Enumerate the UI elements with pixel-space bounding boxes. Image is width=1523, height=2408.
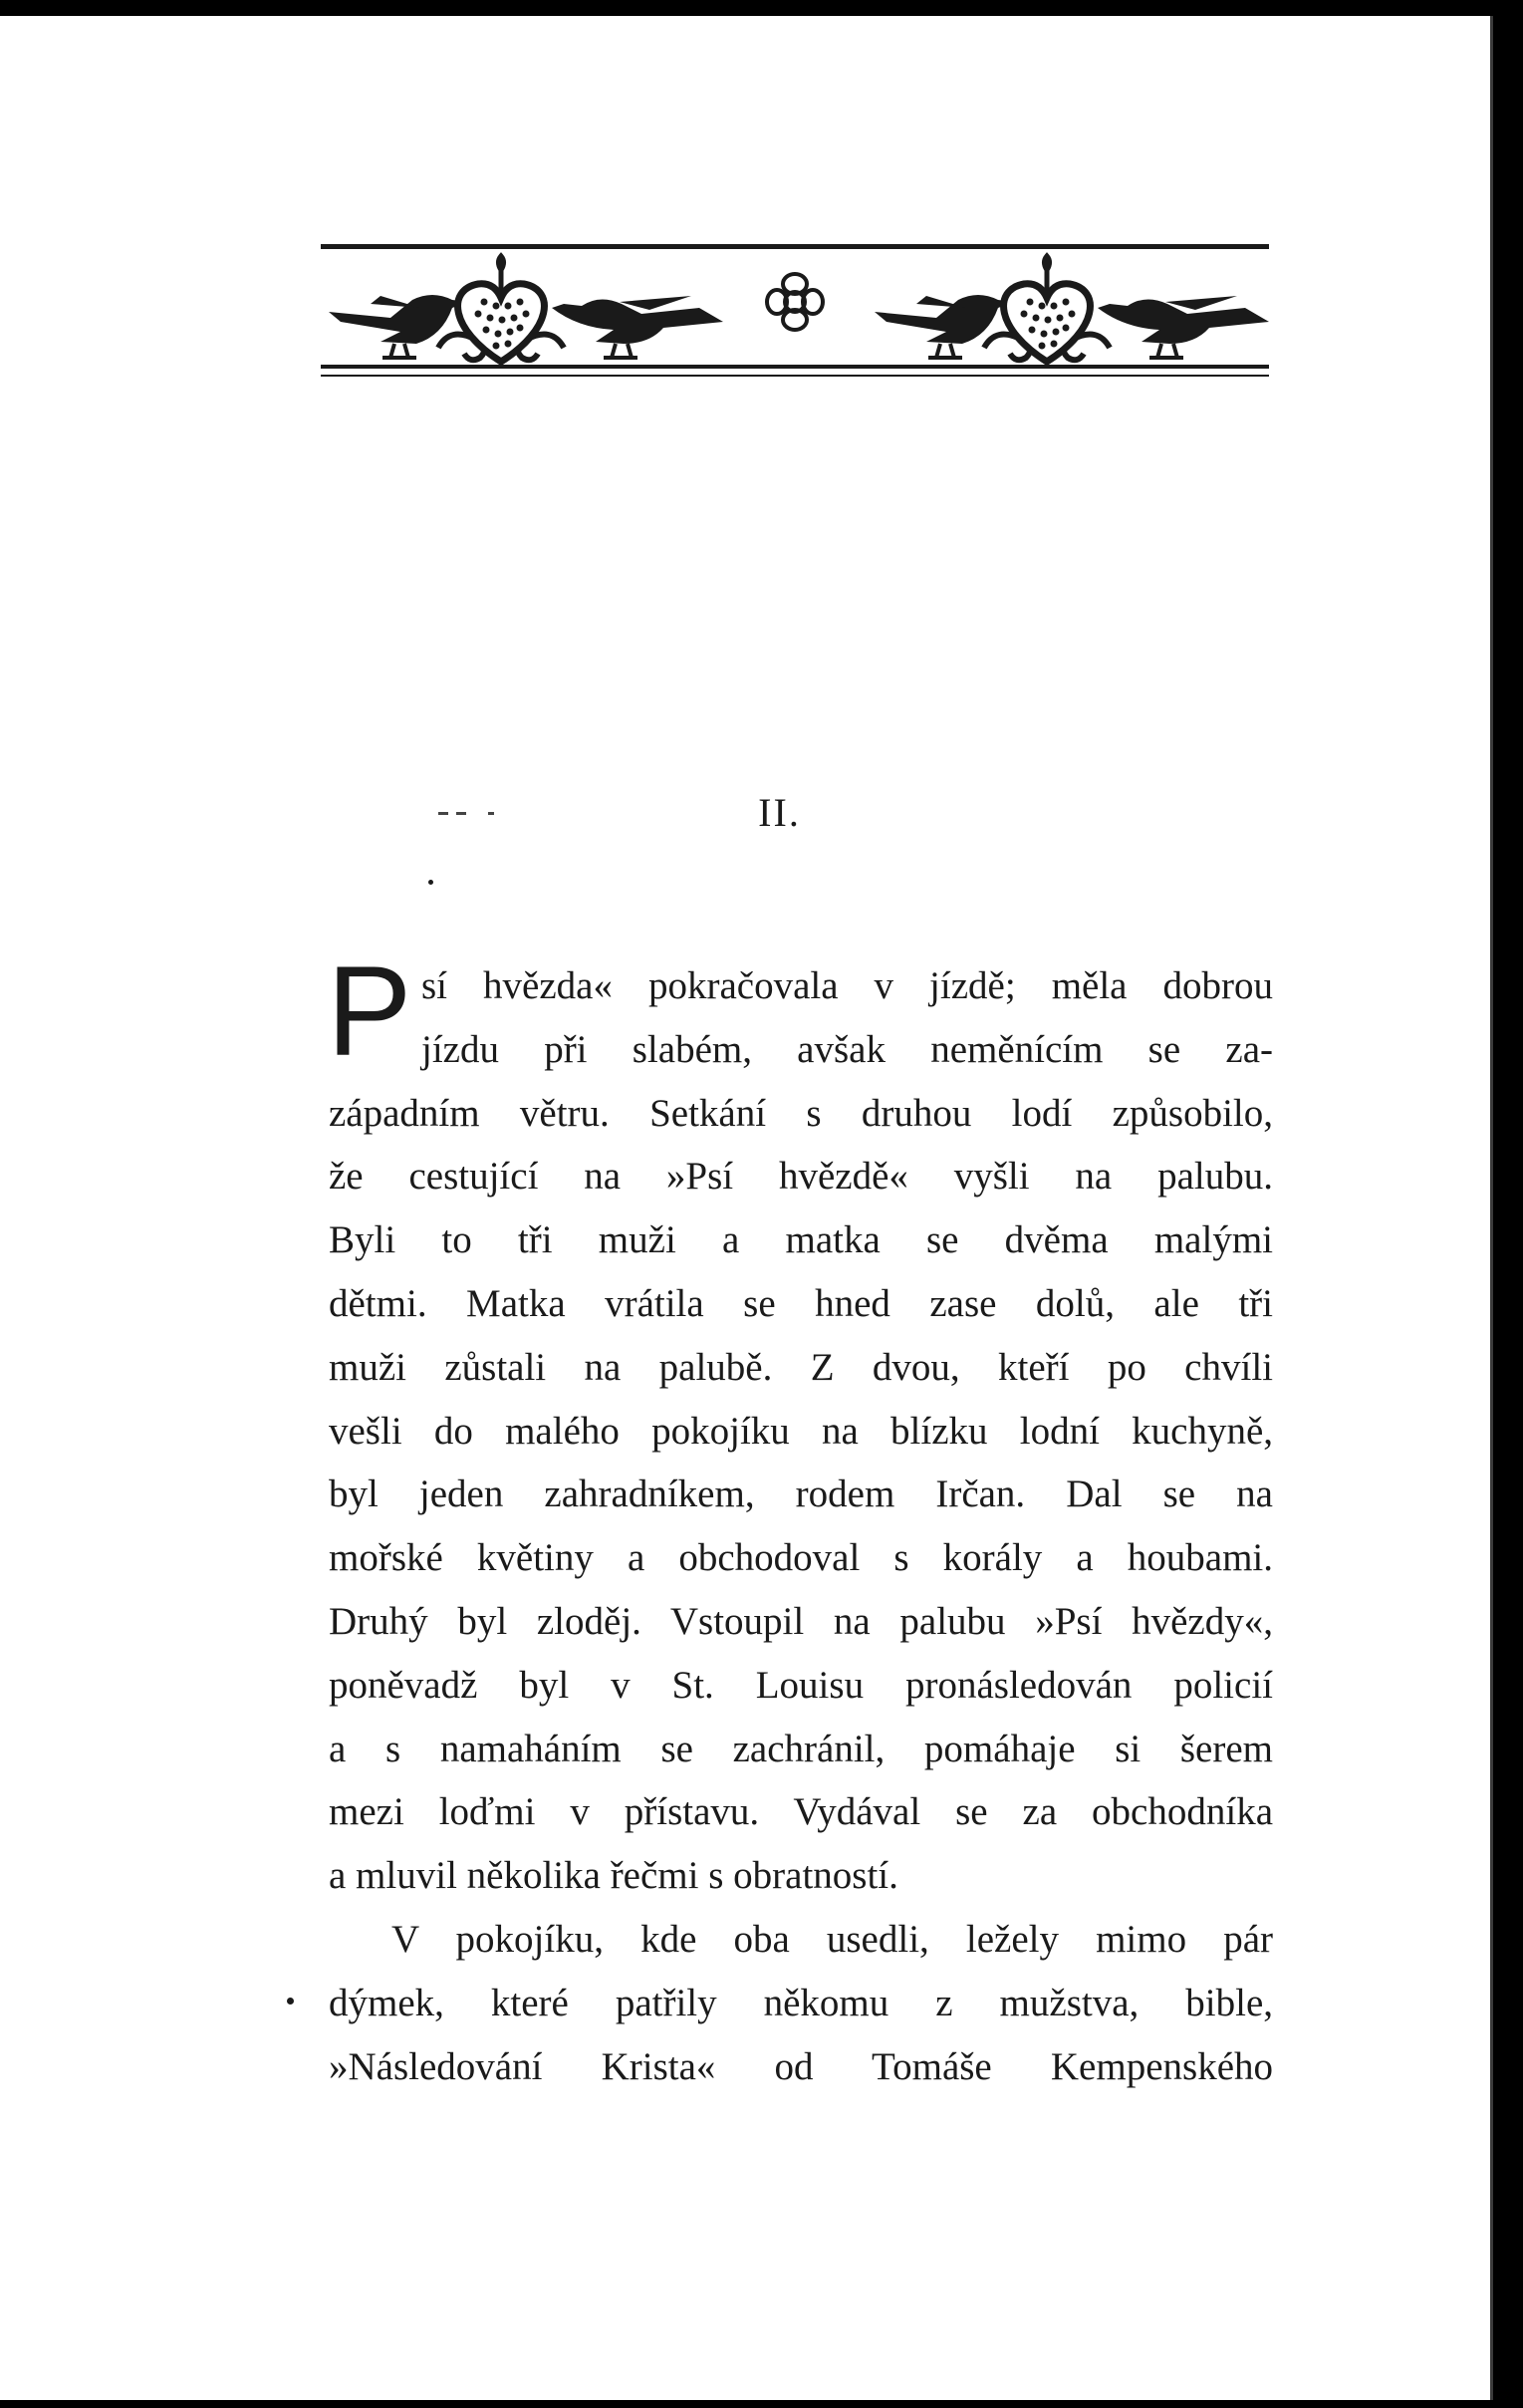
text-line: dýmek, které patřily někomu z mužstva, bible, (329, 1981, 1273, 2024)
scan-edge-shadow (1490, 16, 1493, 2408)
bird-icon (329, 295, 468, 358)
scan-artifact (428, 880, 433, 885)
text-line: »Následování Krista« od Tomáše Kempenského (329, 2044, 1273, 2088)
chapter-number: II. (758, 790, 801, 835)
heart-icon (984, 256, 1110, 362)
text-line: mořské květiny a obchodoval s korály a houbami. (329, 1536, 1273, 1580)
drop-cap: P (327, 940, 412, 1083)
text-line: V pokojíku, kde oba usedli, ležely mimo pár (391, 1917, 1273, 1961)
scan-edge-right (1493, 0, 1523, 2408)
scan-artifact (287, 1998, 294, 2005)
text-line: muži zůstali na palubě. Z dvou, kteří po chvíli (329, 1345, 1273, 1389)
text-line: jízdu při slabém, avšak neměnícím se za- (421, 1027, 1273, 1071)
header-ornament (321, 244, 1269, 380)
text-line: vešli do malého pokojíku na blízku lodní kuchyně, (329, 1409, 1273, 1453)
text-line: dětmi. Matka vrátila se hned zase dolů, ale tři (329, 1281, 1273, 1325)
text-line: že cestující na »Psí hvězdě« vyšli na palubu. (329, 1155, 1273, 1199)
text-line: sí hvězda« pokračovala v jízdě; měla dobrou (421, 964, 1273, 1007)
body-text (327, 940, 1273, 2098)
bird-icon (1098, 296, 1269, 358)
bird-icon (552, 296, 723, 358)
text-line: byl jeden zahradníkem, rodem Irčan. Dal se na (329, 1472, 1273, 1516)
text-line: a mluvil několika řečmi s obratností. (329, 1854, 898, 1898)
text-line: Byli to tři muži a matka se dvěma malými (329, 1218, 1273, 1262)
heart-icon (438, 256, 564, 362)
text-line: mezi loďmi v přístavu. Vydával se za obchodníka (329, 1790, 1273, 1834)
text-line: západním větru. Setkání s druhou lodí způsobilo, (329, 1091, 1273, 1135)
text-line: poněvadž byl v St. Louisu pronásledován policií (329, 1663, 1273, 1707)
flower-icon (767, 274, 823, 330)
bird-icon (875, 295, 1014, 358)
text-line: Druhý byl zloděj. Vstoupil na palubu »Psí hvězdy«, (329, 1599, 1273, 1643)
text-line: a s namaháním se zachránil, pomáhaje si šerem (329, 1727, 1273, 1770)
scan-edge-bottom (0, 2400, 1523, 2408)
scan-edge-top (0, 0, 1523, 16)
